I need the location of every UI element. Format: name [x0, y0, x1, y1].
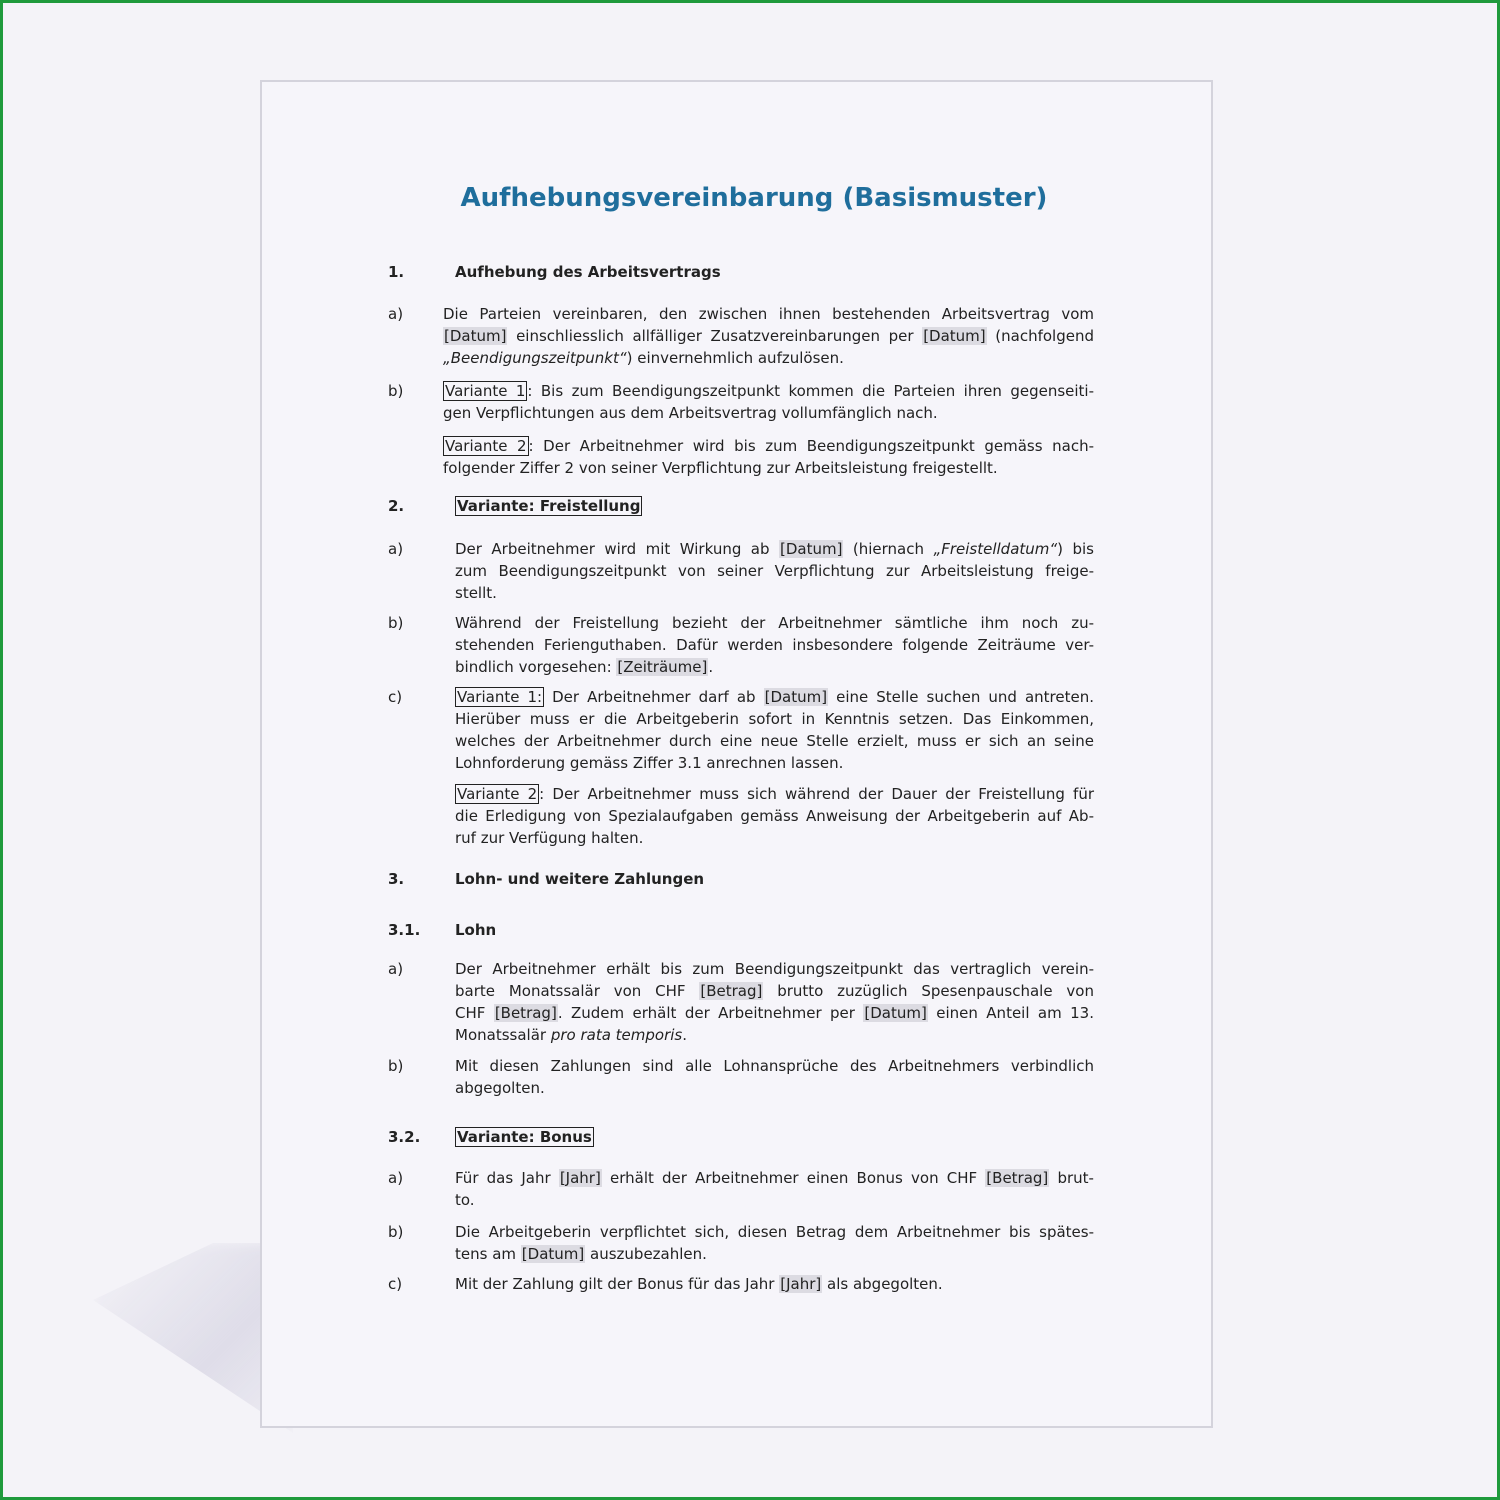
section-number: 3.1. — [388, 921, 421, 939]
placeholder-field: [Datum] — [923, 327, 986, 345]
placeholder-field: [Datum] — [764, 688, 828, 706]
item-label: b) — [388, 1057, 404, 1075]
paragraph: Die Arbeitgeberin verpflichtet sich, diesen Betrag dem Arbeitnehmer bis spätes- tens am [Datum] auszubezahlen. — [455, 1223, 1094, 1263]
variant-box: Variante 1 — [445, 382, 526, 400]
placeholder-field: [Betrag] — [986, 1169, 1049, 1187]
placeholder-field: [Betrag] — [700, 982, 763, 1000]
placeholder-field: [Jahr] — [559, 1169, 601, 1187]
item-label: b) — [388, 382, 404, 400]
item-label: b) — [388, 614, 404, 632]
paragraph: Der Arbeitnehmer erhält bis zum Beendigungszeitpunkt das vertraglich verein- barte Monatssalär von CHF [Betrag] brutto zuzüglich Spesenpauschale von CHF [Betrag]. Zudem erhält der Arbeitnehmer per [Datum] einen Anteil am 13. Monatssalär pro rata temporis. — [455, 960, 1094, 1044]
paragraph: Variante 2 : Der Arbeitnehmer wird bis zum Beendigungszeitpunkt gemäss nach- folgender Ziffer 2 von seiner Verpflichtung zur Arbeitsleistung freigestellt. — [443, 437, 1094, 477]
paragraph: Mit diesen Zahlungen sind alle Lohnansprüche des Arbeitnehmers verbindlich abgegolten. — [455, 1057, 1094, 1097]
paragraph: Variante 1: Der Arbeitnehmer darf ab [Datum] eine Stelle suchen und antreten. Hierüber muss er die Arbeitgeberin sofort in Kenntnis setzen. Das Einkommen, welches der Arbeitnehmer durch eine neue Stelle erzielt, muss er sich an seine Lohnforderung gemäss Ziffer 3.1 anrechnen lassen. — [455, 688, 1094, 772]
section-number: 2. — [388, 497, 405, 515]
placeholder-field: [Betrag] — [494, 1004, 557, 1022]
item-label: a) — [388, 540, 404, 558]
section-heading: Variante: Bonus — [457, 1128, 592, 1146]
paragraph: Variante 1 : Bis zum Beendigungszeitpunkt kommen die Parteien ihren gegenseiti- gen Verpflichtungen aus dem Arbeitsvertrag vollumfänglich nach. — [443, 382, 1094, 422]
paragraph: Während der Freistellung bezieht der Arbeitnehmer sämtliche ihm noch zu- stehenden Ferienguthaben. Dafür werden insbesondere folgende Zeiträume ver- bindlich vorgesehen: [Zeiträume]. — [455, 614, 1094, 676]
item-label: b) — [388, 1223, 404, 1241]
paragraph: Mit der Zahlung gilt der Bonus für das Jahr [Jahr] als abgegolten. — [455, 1275, 943, 1293]
placeholder-field: [Datum] — [444, 327, 507, 345]
section-number: 3. — [388, 870, 405, 888]
item-label: a) — [388, 305, 404, 323]
placeholder-field: [Jahr] — [780, 1275, 822, 1293]
paragraph: Für das Jahr [Jahr] erhält der Arbeitnehmer einen Bonus von CHF [Betrag] brut- to. — [455, 1169, 1094, 1209]
variant-box: Variante 2 — [457, 785, 538, 803]
paragraph: Variante 2 : Der Arbeitnehmer muss sich während der Dauer der Freistellung für die Erledigung von Spezialaufgaben gemäss Anweisung der Arbeitgeberin auf Ab- ruf zur Verfügung halten. — [455, 785, 1095, 847]
item-label: a) — [388, 960, 404, 978]
section-number: 3.2. — [388, 1128, 421, 1146]
variant-box: Variante 1: — [457, 688, 543, 706]
placeholder-field: [Datum] — [864, 1004, 927, 1022]
placeholder-field: [Datum] — [779, 540, 843, 558]
section-heading: Aufhebung des Arbeitsvertrags — [455, 263, 721, 281]
section-heading: Lohn — [455, 921, 497, 939]
paragraph: Die Parteien vereinbaren, den zwischen ihnen bestehenden Arbeitsvertrag vom [Datum] einschliesslich allfälliger Zusatzvereinbarungen per [Datum] (nachfolgend „Beendigungszeitpunkt“) einvernehmlich aufzulösen. — [443, 305, 1094, 367]
item-label: c) — [388, 688, 403, 706]
item-label: a) — [388, 1169, 404, 1187]
placeholder-field: [Zeiträume] — [617, 658, 708, 676]
variant-box: Variante 2 — [445, 437, 527, 455]
item-label: c) — [388, 1275, 403, 1293]
section-number: 1. — [388, 263, 405, 281]
document-title: Aufhebungsvereinbarung (Basismuster) — [460, 183, 1048, 213]
paragraph: Der Arbeitnehmer wird mit Wirkung ab [Datum] (hiernach „Freistelldatum“) bis zum Beendigungszeitpunkt von seiner Verpflichtung zur Arbeitsleistung freige- stellt. — [455, 540, 1094, 602]
section-heading: Variante: Freistellung — [457, 497, 641, 515]
section-heading: Lohn- und weitere Zahlungen — [455, 870, 705, 888]
placeholder-field: [Datum] — [521, 1245, 585, 1263]
